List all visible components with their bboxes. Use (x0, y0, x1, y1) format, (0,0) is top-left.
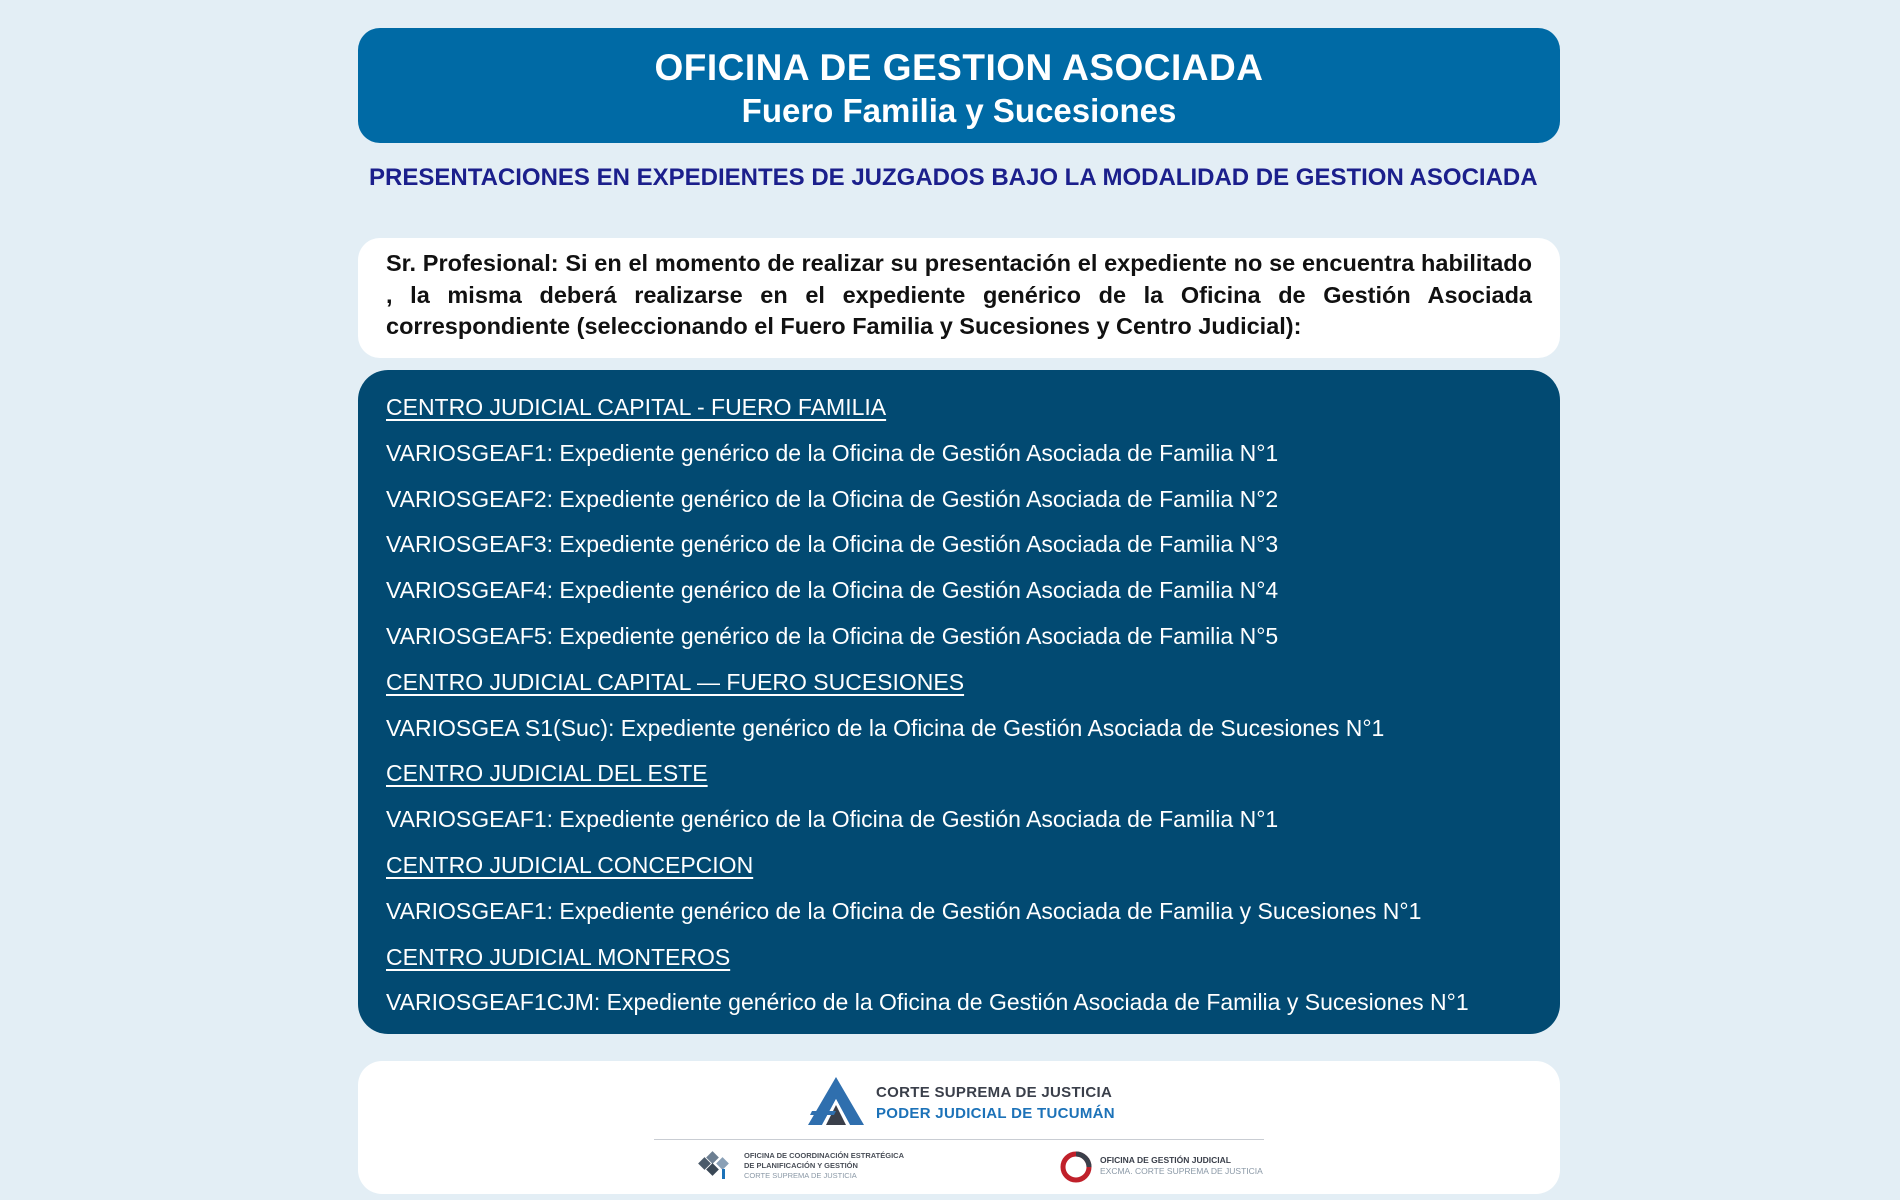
ocepg-logo-icon (698, 1151, 732, 1181)
list-item: VARIOSGEAF4: Expediente genérico de la Oficina de Gestión Asociada de Familia N°4 (386, 577, 1279, 604)
corte-suprema-logo (806, 1075, 1126, 1127)
logo-text-line2: PODER JUDICIAL DE TUCUMÁN (876, 1105, 1115, 1122)
list-item: VARIOSGEAF1CJM: Expediente genérico de la Oficina de Gestión Asociada de Familia y Sucesiones N°1 (386, 989, 1469, 1016)
list-item: VARIOSGEAF1: Expediente genérico de la Oficina de Gestión Asociada de Familia N°1 (386, 439, 1279, 466)
page-title: OFICINA DE GESTION ASOCIADA (654, 47, 1264, 88)
ogj-logo-icon (1060, 1151, 1092, 1183)
list-item: VARIOSGEAF2: Expediente genérico de la Oficina de Gestión Asociada de Familia N°2 (386, 485, 1279, 512)
section-title-capital-sucesiones: CENTRO JUDICIAL CAPITAL — FUERO SUCESIONES (386, 668, 965, 695)
notice-text: Sr. Profesional: Si en el momento de realizar su presentación el expediente no se encuentra habilitado , la misma deberá realizarse en el expediente genérico de la Oficina de Gestión Asociada correspondiente (seleccionando el Fuero Familia y Sucesiones y Centro Judicial): (386, 250, 1532, 339)
list-item: VARIOSGEAF3: Expediente genérico de la Oficina de Gestión Asociada de Familia N°3 (386, 531, 1279, 558)
header-banner (358, 28, 1560, 143)
section-title-concepcion: CENTRO JUDICIAL CONCEPCION (386, 851, 754, 878)
page-subtitle: Fuero Familia y Sucesiones (741, 92, 1177, 129)
list-item: VARIOSGEAF5: Expediente genérico de la Oficina de Gestión Asociada de Familia N°5 (386, 622, 1279, 649)
notice-box (358, 238, 1560, 358)
ogj-logo (1060, 1149, 1263, 1185)
section-heading: PRESENTACIONES EN EXPEDIENTES DE JUZGADOS BAJO LA MODALIDAD DE GESTION ASOCIADA (369, 164, 1538, 191)
ocepg-logo (698, 1149, 918, 1185)
list-item: VARIOSGEAF1: Expediente genérico de la Oficina de Gestión Asociada de Familia y Sucesiones N°1 (386, 897, 1422, 924)
ogj-text-line1: OFICINA DE GESTIÓN JUDICIAL (1100, 1155, 1231, 1165)
section-title-capital-familia: CENTRO JUDICIAL CAPITAL - FUERO FAMILIA (386, 394, 887, 420)
section-title-este: CENTRO JUDICIAL DEL ESTE (386, 760, 708, 787)
list-item: VARIOSGEA S1(Suc): Expediente genérico de la Oficina de Gestión Asociada de Sucesiones N°1 (386, 714, 1385, 741)
footer-logos (358, 1061, 1560, 1194)
ocepg-text-line1: OFICINA DE COORDINACIÓN ESTRATÉGICA (744, 1151, 905, 1160)
section-title-monteros: CENTRO JUDICIAL MONTEROS (386, 943, 731, 970)
ocepg-text-line3: CORTE SUPREMA DE JUSTICIA (744, 1171, 857, 1180)
ogj-text-line2: EXCMA. CORTE SUPREMA DE JUSTICIA (1100, 1166, 1263, 1176)
corte-suprema-logo-icon (806, 1075, 866, 1127)
expedientes-list (358, 370, 1560, 1034)
logo-text-line1: CORTE SUPREMA DE JUSTICIA (876, 1084, 1113, 1101)
list-item: VARIOSGEAF1: Expediente genérico de la Oficina de Gestión Asociada de Familia N°1 (386, 806, 1279, 833)
ocepg-text-line2: DE PLANIFICACIÓN Y GESTIÓN (744, 1161, 858, 1170)
footer-divider (654, 1139, 1264, 1140)
